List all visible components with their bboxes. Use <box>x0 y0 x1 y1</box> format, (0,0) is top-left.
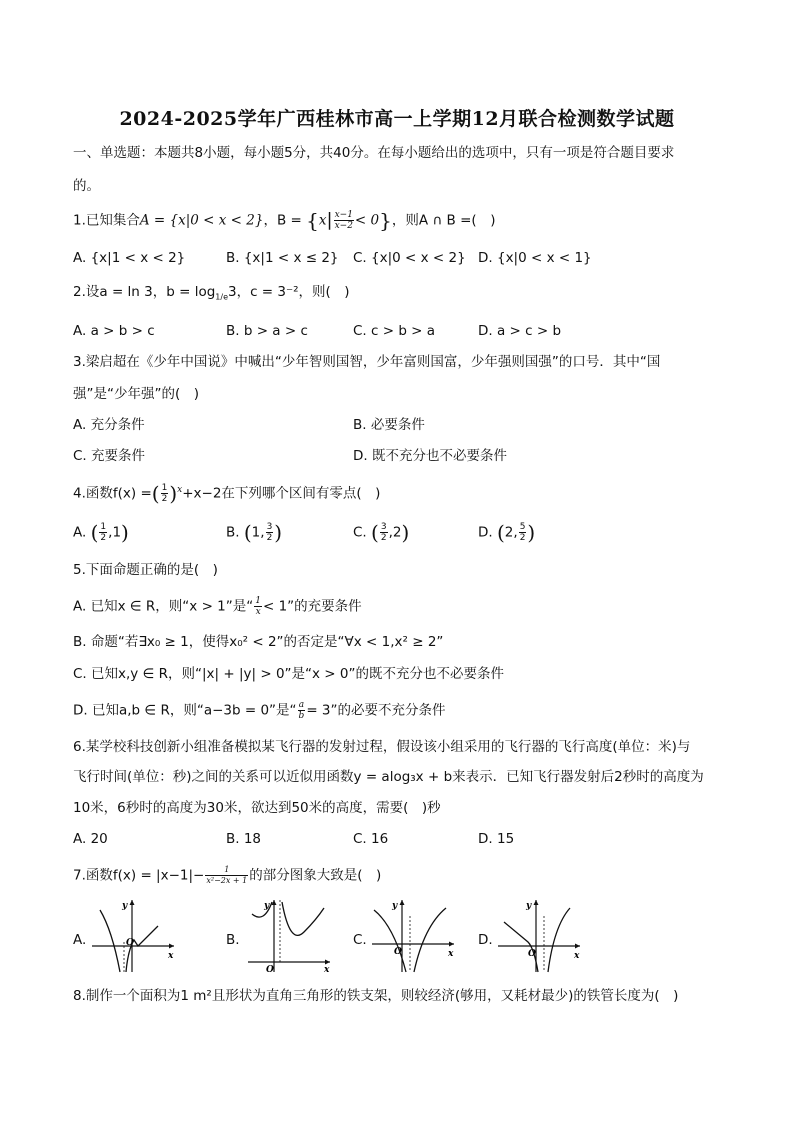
q2-option-b: B. b > a > c <box>226 323 308 339</box>
question-2-stem <box>73 282 350 308</box>
q1-option-d: D. {x|0 < x < 1} <box>478 250 592 266</box>
question-7-stem: 7.函数f(x) = |x−1|− $\frac{1}{\text{x²−2x + 1}}$ 的部分图象大致是( ) <box>73 865 382 885</box>
q1-stem-b: ，则A ∩ B =( ) <box>391 212 496 229</box>
svg-text:x: x <box>324 965 330 974</box>
question-4-stem: 4.函数f(x) =( $\frac{1}{2}$ )$^x$+x−2在下列哪个区间有零点( ) <box>73 481 381 506</box>
q4-option-a: A. ( $\frac{1}{2}$ ,1) <box>73 520 129 545</box>
q4-stem-a: 4.函数f(x) = <box>73 485 152 502</box>
q5-option-a: A. 已知x ∈ R，则“x > 1”是“ $\frac{1}{x}$ < 1”的充要条件 <box>73 596 362 617</box>
q1-set-b-var: x <box>318 212 327 229</box>
q6-option-d: D. 15 <box>478 831 515 847</box>
q1-option-c: C. {x|0 < x < 2} <box>353 250 466 266</box>
q4-option-b: B. (1, $\frac{3}{2}$ ) <box>226 520 283 545</box>
q1-set-b-tail: < 0 <box>354 212 380 229</box>
svg-text:x: x <box>574 951 580 961</box>
svg-text:x: x <box>168 951 174 961</box>
q4-base-fraction: $\frac{1}{2}$ <box>161 483 168 504</box>
svg-text:y: y <box>122 901 128 911</box>
q1-set-a: A = {x|0 < x < 2} <box>139 212 264 229</box>
q1-stem-a: 1.已知集合 <box>73 212 140 229</box>
question-8-stem: 8.制作一个面积为1 m²且形状为直角三角形的铁支架，则较经济(够用，又耗材最少)的铁管长度为( ) <box>73 988 679 1004</box>
q1-option-a: A. {x|1 < x < 2} <box>73 250 186 266</box>
question-1-stem: 1.已知集合A = {x|0 < x < 2}，B = {x| $\frac{x-1}{x-2}$ < 0}，则A ∩ B =( ) <box>73 208 496 233</box>
question-6-line2: 飞行时间(单位：秒)之间的关系可以近似用函数y = alog₃x + b来表示．已知飞行器发射后2秒时的高度为 <box>73 769 704 785</box>
question-6-line3: 10米，6秒时的高度为30米，欲达到50米的高度，需要( )秒 <box>73 800 441 816</box>
svg-text:O: O <box>266 965 274 974</box>
svg-text:y: y <box>264 901 270 911</box>
q4-stem-b: +x−2在下列哪个区间有零点( ) <box>182 485 381 502</box>
q7-graph-d <box>494 896 584 974</box>
q7-graph-b <box>244 896 334 974</box>
svg-text:y: y <box>392 901 398 911</box>
q1-set-b-label: ，B = <box>263 212 302 229</box>
q7-graph-c <box>368 896 458 974</box>
q2-option-a: A. a > b > c <box>73 323 155 339</box>
q7-option-b-label: B. <box>226 932 240 948</box>
q7-option-d-label: D. <box>478 932 493 948</box>
section-instruction-line2: 的。 <box>73 178 100 194</box>
svg-text:O: O <box>126 938 134 948</box>
q6-option-a: A. 20 <box>73 831 108 847</box>
q5-option-b: B. 命题“若∃x₀ ≥ 1，使得x₀² < 2”的否定是“∀x < 1,x² ≥ 2” <box>73 634 444 650</box>
question-3-line1: 3.梁启超在《少年中国说》中喊出“少年智则国智，少年富则国富，少年强则国强”的口号．其中“国 <box>73 354 661 370</box>
q2-stem-a: 2.设a = ln 3，b = log <box>73 284 216 300</box>
q2-log-base: 1/e <box>215 292 228 302</box>
q1-option-b: B. {x|1 < x ≤ 2} <box>226 250 339 266</box>
svg-text:x: x <box>448 949 454 959</box>
q3-option-a: A. 充分条件 <box>73 417 145 433</box>
q7-option-c-label: C. <box>353 932 367 948</box>
q7-graph-a <box>88 896 178 974</box>
q7-option-a-label: A. <box>73 932 87 948</box>
q2-option-c: C. c > b > a <box>353 323 436 339</box>
section-instruction-line1: 一、单选题：本题共8小题，每小题5分，共40分。在每小题给出的选项中，只有一项是符合题目要求 <box>73 145 675 161</box>
q3-option-b: B. 必要条件 <box>353 417 425 433</box>
q1-fraction: $\frac{x-1}{x-2}$ <box>334 210 353 231</box>
svg-text:O: O <box>394 947 402 957</box>
q6-option-c: C. 16 <box>353 831 389 847</box>
svg-text:y: y <box>526 901 532 911</box>
q2-option-d: D. a > c > b <box>478 323 562 339</box>
question-3-line2: 强”是“少年强”的( ) <box>73 386 200 402</box>
page-title: 2024-2025学年广西桂林市高一上学期12月联合检测数学试题 <box>119 108 675 130</box>
q4-option-d: D. (2, $\frac{5}{2}$ ) <box>478 520 536 545</box>
q4-option-c: C. ( $\frac{3}{2}$ ,2) <box>353 520 410 545</box>
question-5-stem: 5.下面命题正确的是( ) <box>73 562 218 578</box>
q3-option-c: C. 充要条件 <box>73 448 146 464</box>
q5-option-d: D. 已知a,b ∈ R，则“a−3b = 0”是“ $\frac{a}{b}$ = 3”的必要不充分条件 <box>73 700 446 721</box>
q4-exponent: x <box>177 485 183 495</box>
svg-text:O: O <box>528 949 536 959</box>
question-6-line1: 6.某学校科技创新小组准备模拟某飞行器的发射过程，假设该小组采用的飞行器的飞行高度(单位：米)与 <box>73 739 691 755</box>
q2-stem-b: 3，c = 3⁻²，则( ) <box>228 284 350 300</box>
q6-option-b: B. 18 <box>226 831 262 847</box>
q5-option-c: C. 已知x,y ∈ R，则“|x| + |y| > 0”是“x > 0”的既不充分也不必要条件 <box>73 666 504 682</box>
q3-option-d: D. 既不充分也不必要条件 <box>353 448 507 464</box>
